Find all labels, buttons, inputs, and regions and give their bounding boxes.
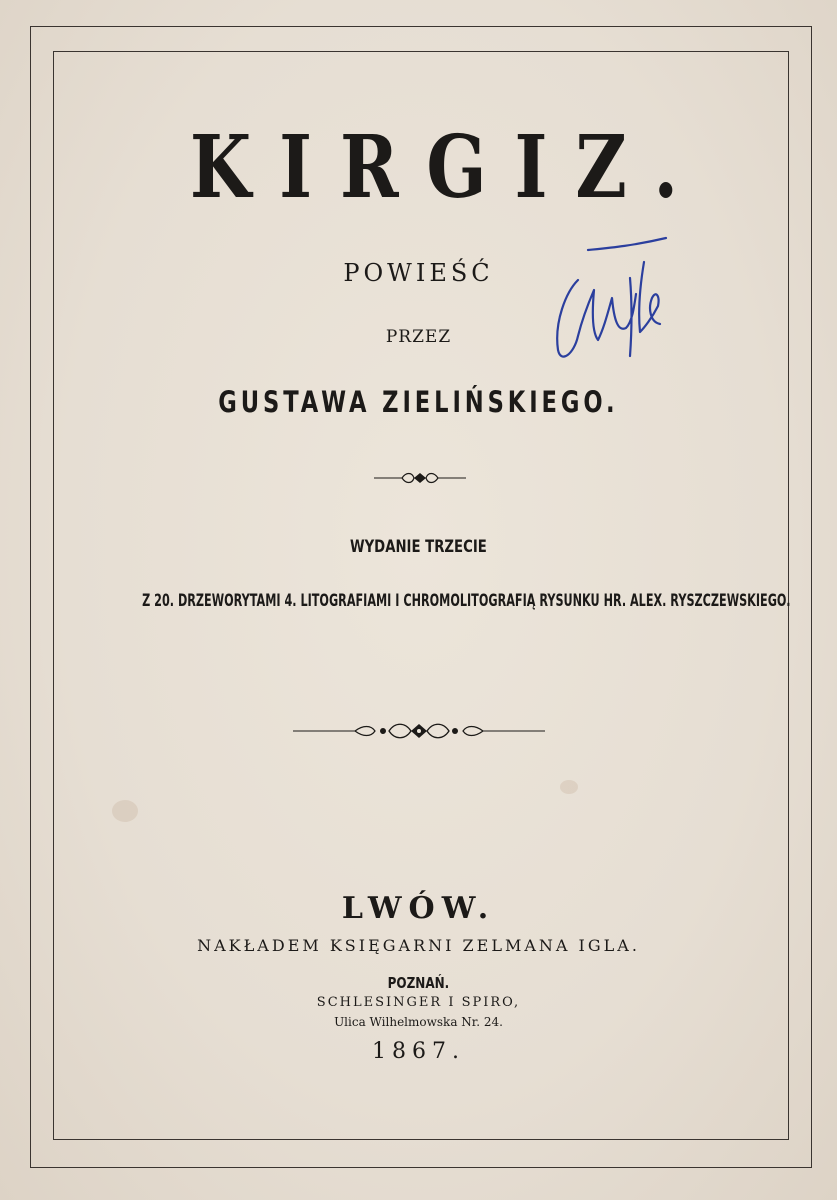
author-name: GUSTAWA ZIELIŃSKIEGO. [218,385,619,419]
small-ornament-icon [372,469,468,487]
imprint-city-secondary: POZNAŃ. [387,974,450,992]
large-ornament-icon [293,720,545,742]
edition-line: WYDANIE TRZECIE [349,537,487,557]
book-title: KIRGIZ. [189,117,706,218]
imprint-publisher: NAKŁADEM KSIĘGARNI ZELMANA IGLA. [197,936,640,955]
publication-year: 1867. [372,1039,465,1064]
by-line: PRZEZ [385,327,452,347]
book-subtitle: POWIEŚĆ [343,259,494,287]
imprint-publisher-secondary: SCHLESINGER I SPIRO, [316,995,521,1010]
imprint-address: Ulica Wilhelmowska Nr. 24. [334,1015,503,1029]
illustrations-line: Z 20. DRZEWORYTAMI 4. LITOGRAFIAMI I CHROMOLITOGRAFIĄ RYSUNKU HR. ALEX. RYSZCZEWSKIEGO. [142,591,791,611]
signature-mark [548,232,678,382]
imprint-city: LWÓW. [341,891,496,926]
